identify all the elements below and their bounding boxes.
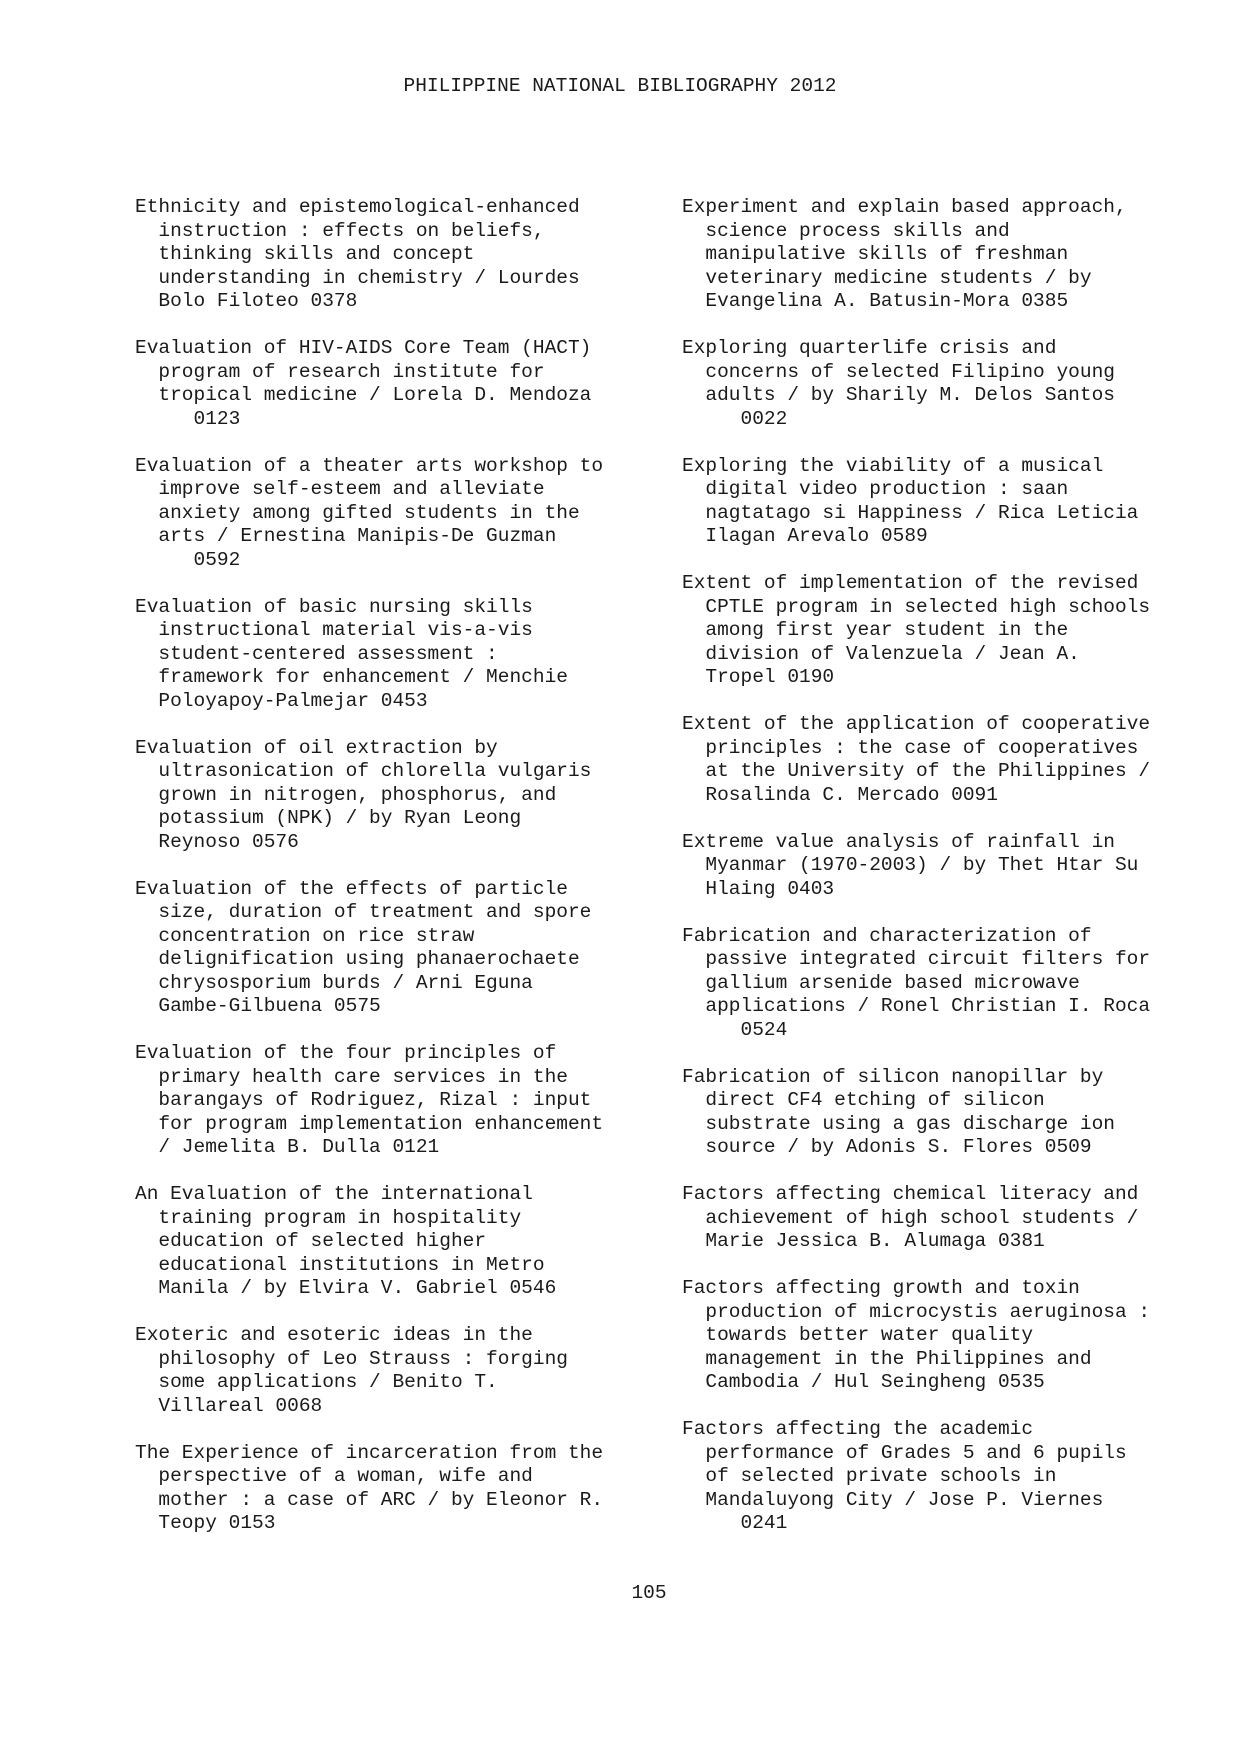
entry-line: division of Valenzuela / Jean A. bbox=[682, 642, 1080, 665]
entry-line: anxiety among gifted students in the bbox=[135, 501, 580, 524]
entry-line: chrysosporium burds / Arni Eguna bbox=[135, 971, 533, 994]
entry-line: 0592 bbox=[135, 548, 241, 571]
left-column bbox=[135, 196, 603, 1559]
entry-line: Factors affecting the academic bbox=[682, 1418, 1034, 1440]
entry-line: adults / by Sharily M. Delos Santos bbox=[682, 384, 1115, 406]
bibliography-entry bbox=[682, 196, 1150, 314]
entry-line: grown in nitrogen, phosphorus, and bbox=[135, 783, 557, 806]
bibliography-entry bbox=[135, 337, 603, 431]
entry-line: Exploring the viability of a musical bbox=[682, 454, 1104, 477]
entry-line: Evaluation of oil extraction by bbox=[135, 736, 498, 759]
entry-line: Evaluation of the four principles of bbox=[135, 1042, 557, 1064]
bibliography-entry bbox=[682, 337, 1150, 431]
entry-line: instructional material vis-a-vis bbox=[135, 619, 533, 641]
entry-line: Factors affecting growth and toxin bbox=[682, 1277, 1080, 1299]
bibliography-entry bbox=[682, 1418, 1150, 1536]
entry-line: 0123 bbox=[135, 407, 241, 430]
entry-line: Ethnicity and epistemological-enhanced bbox=[135, 196, 580, 218]
bibliography-entry bbox=[682, 455, 1150, 549]
entry-line: 0022 bbox=[682, 407, 788, 430]
entry-line: Marie Jessica B. Alumaga 0381 bbox=[682, 1230, 1045, 1252]
entry-line: Extent of the application of cooperative bbox=[682, 713, 1151, 735]
entry-line: Villareal 0068 bbox=[135, 1394, 323, 1417]
bibliography-entry bbox=[682, 831, 1150, 902]
entry-line: passive integrated circuit filters for bbox=[682, 948, 1151, 970]
entry-line: educational institutions in Metro bbox=[135, 1253, 545, 1276]
entry-line: instruction : effects on beliefs, bbox=[135, 219, 545, 242]
bibliography-entry bbox=[135, 737, 603, 855]
entry-line: student-centered assessment : bbox=[135, 642, 498, 665]
entry-line: production of microcystis aeruginosa : bbox=[682, 1300, 1151, 1323]
entry-line: Gambe-Gilbuena 0575 bbox=[135, 995, 381, 1017]
entry-line: among first year student in the bbox=[682, 619, 1069, 641]
entry-line: Evaluation of the effects of particle bbox=[135, 877, 568, 900]
entry-line: philosophy of Leo Strauss : forging bbox=[135, 1347, 568, 1370]
entry-line: potassium (NPK) / by Ryan Leong bbox=[135, 807, 522, 829]
bibliography-entry bbox=[135, 1042, 603, 1160]
entry-line: education of selected higher bbox=[135, 1230, 487, 1252]
entry-line: thinking skills and concept bbox=[135, 243, 475, 265]
entry-line: science process skills and bbox=[682, 219, 1010, 242]
entry-line: Rosalinda C. Mercado 0091 bbox=[682, 783, 998, 806]
entry-line: Evaluation of basic nursing skills bbox=[135, 595, 533, 618]
bibliography-entry bbox=[682, 572, 1150, 690]
entry-line: Poloyapoy-Palmejar 0453 bbox=[135, 689, 428, 712]
entry-line: Reynoso 0576 bbox=[135, 830, 299, 853]
entry-line: Bolo Filoteo 0378 bbox=[135, 290, 358, 312]
entry-line: principles : the case of cooperatives bbox=[682, 736, 1139, 759]
entry-line: improve self-esteem and alleviate bbox=[135, 478, 545, 500]
entry-line: Factors affecting chemical literacy and bbox=[682, 1183, 1139, 1205]
entry-line: towards better water quality bbox=[682, 1324, 1034, 1346]
entry-line: Fabrication of silicon nanopillar by bbox=[682, 1065, 1104, 1088]
entry-line: Evangelina A. Batusin-Mora 0385 bbox=[682, 290, 1069, 312]
entry-line: Evaluation of HIV-AIDS Core Team (HACT) bbox=[135, 337, 592, 359]
entry-line: source / by Adonis S. Flores 0509 bbox=[682, 1136, 1092, 1158]
bibliography-entry bbox=[682, 1277, 1150, 1395]
bibliography-entry bbox=[135, 596, 603, 714]
entry-line: concentration on rice straw bbox=[135, 924, 475, 947]
entry-line: / Jemelita B. Dulla 0121 bbox=[135, 1136, 440, 1158]
entry-line: concerns of selected Filipino young bbox=[682, 360, 1115, 383]
entry-line: Tropel 0190 bbox=[682, 666, 835, 688]
entry-line: 0241 bbox=[682, 1512, 788, 1534]
entry-line: direct CF4 etching of silicon bbox=[682, 1089, 1045, 1111]
bibliography-entry bbox=[135, 1442, 603, 1536]
entry-line: Teopy 0153 bbox=[135, 1512, 276, 1534]
bibliography-entry bbox=[135, 878, 603, 1019]
entry-line: program of research institute for bbox=[135, 360, 545, 383]
entry-line: veterinary medicine students / by bbox=[682, 266, 1092, 289]
entry-line: understanding in chemistry / Lourdes bbox=[135, 266, 580, 289]
page-number: 105 bbox=[631, 1582, 667, 1604]
entry-line: Myanmar (1970-2003) / by Thet Htar Su bbox=[682, 854, 1139, 876]
entry-line: at the University of the Philippines / bbox=[682, 760, 1151, 782]
bibliography-entry bbox=[135, 1324, 603, 1418]
entry-line: achievement of high school students / bbox=[682, 1206, 1139, 1229]
bibliography-entry bbox=[135, 196, 603, 314]
entry-line: some applications / Benito T. bbox=[135, 1371, 498, 1393]
entry-line: framework for enhancement / Menchie bbox=[135, 666, 568, 688]
entry-line: Ilagan Arevalo 0589 bbox=[682, 525, 928, 547]
entry-line: nagtatago si Happiness / Rica Leticia bbox=[682, 501, 1139, 524]
entry-line: Evaluation of a theater arts workshop to bbox=[135, 454, 604, 477]
entry-line: size, duration of treatment and spore bbox=[135, 901, 592, 923]
entry-line: applications / Ronel Christian I. Roca bbox=[682, 995, 1151, 1017]
entry-line: barangays of Rodriguez, Rizal : input bbox=[135, 1089, 592, 1111]
entry-line: arts / Ernestina Manipis-De Guzman bbox=[135, 525, 557, 547]
entry-line: Exploring quarterlife crisis and bbox=[682, 337, 1057, 359]
entry-line: mother : a case of ARC / by Eleonor R. bbox=[135, 1488, 604, 1511]
entry-line: Cambodia / Hul Seingheng 0535 bbox=[682, 1371, 1045, 1393]
entry-line: 0524 bbox=[682, 1018, 788, 1041]
entry-line: delignification using phanaerochaete bbox=[135, 948, 580, 970]
bibliography-entry bbox=[135, 1183, 603, 1301]
bibliography-entry bbox=[135, 455, 603, 573]
entry-line: manipulative skills of freshman bbox=[682, 243, 1069, 265]
entry-line: Exoteric and esoteric ideas in the bbox=[135, 1324, 533, 1346]
entry-line: primary health care services in the bbox=[135, 1065, 568, 1088]
bibliography-entry bbox=[682, 925, 1150, 1043]
page-header: PHILIPPINE NATIONAL BIBLIOGRAPHY 2012 bbox=[403, 75, 837, 97]
entry-line: Fabrication and characterization of bbox=[682, 924, 1092, 947]
entry-line: ultrasonication of chlorella vulgaris bbox=[135, 760, 592, 782]
entry-line: Extent of implementation of the revised bbox=[682, 572, 1139, 594]
bibliography-entry bbox=[682, 713, 1150, 807]
entry-line: Mandaluyong City / Jose P. Viernes bbox=[682, 1488, 1104, 1511]
right-column bbox=[682, 196, 1150, 1559]
entry-line: The Experience of incarceration from the bbox=[135, 1441, 604, 1464]
entry-line: Manila / by Elvira V. Gabriel 0546 bbox=[135, 1277, 557, 1299]
bibliography-entry bbox=[682, 1066, 1150, 1160]
entry-line: perspective of a woman, wife and bbox=[135, 1465, 533, 1487]
entry-line: digital video production : saan bbox=[682, 478, 1069, 500]
entry-line: tropical medicine / Lorela D. Mendoza bbox=[135, 384, 592, 406]
entry-line: gallium arsenide based microwave bbox=[682, 971, 1080, 994]
bibliography-entry bbox=[682, 1183, 1150, 1254]
entry-line: training program in hospitality bbox=[135, 1206, 522, 1229]
entry-line: CPTLE program in selected high schools bbox=[682, 595, 1151, 618]
entry-line: Hlaing 0403 bbox=[682, 877, 835, 900]
entry-line: for program implementation enhancement bbox=[135, 1112, 604, 1135]
entry-line: substrate using a gas discharge ion bbox=[682, 1112, 1115, 1135]
entry-line: Experiment and explain based approach, bbox=[682, 196, 1127, 218]
entry-line: performance of Grades 5 and 6 pupils bbox=[682, 1441, 1127, 1464]
entry-line: An Evaluation of the international bbox=[135, 1183, 533, 1205]
entry-line: of selected private schools in bbox=[682, 1465, 1057, 1487]
entry-line: management in the Philippines and bbox=[682, 1347, 1092, 1370]
entry-line: Extreme value analysis of rainfall in bbox=[682, 830, 1115, 853]
